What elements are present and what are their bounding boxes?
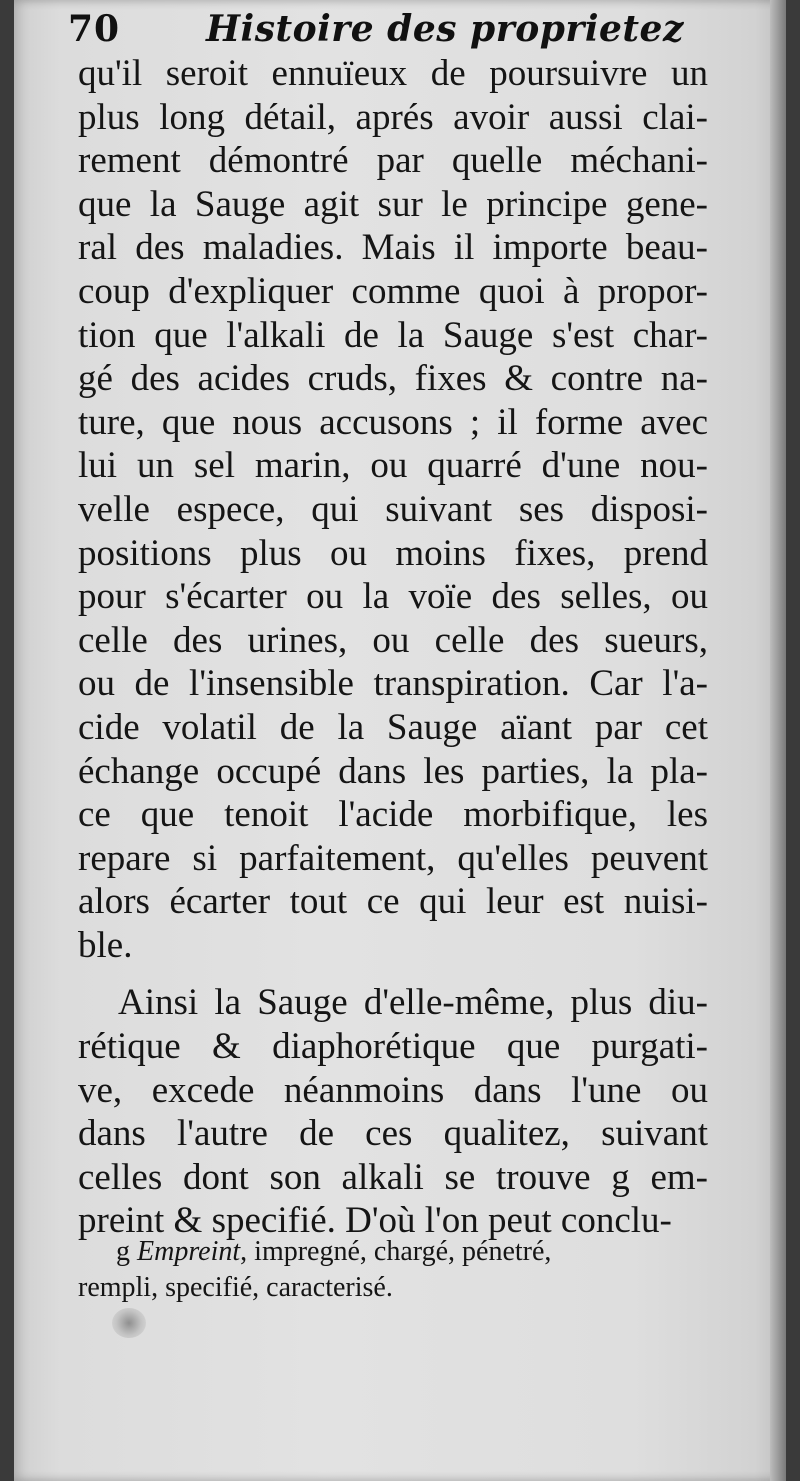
footnote-line-1 [78,1234,708,1270]
footnote [78,1234,708,1306]
text-line: lui un sel marin, ou quarré d'une nou- [78,445,708,487]
text-line: qu'il seroit ennuïeux de poursuivre un [78,53,708,94]
text-line: échange occupé dans les parties, la pla- [78,750,708,792]
footnote-term: Empreint [137,1236,241,1267]
text-line: rement démontré par quelle méchani- [78,140,708,182]
body-text [78,52,708,1243]
text-line: tion que l'alkali de la Sauge s'est char- [78,314,708,356]
text-line: ve, excede néanmoins dans l'une ou [78,1069,708,1111]
text-line: que la Sauge agit sur le principe gene- [78,183,708,225]
text-line: preint & specifié. D'où l'on peut conclu- [78,1200,672,1242]
text-line: ble. [78,924,133,966]
text-line: dans l'autre de ces qualitez, suivant [78,1113,708,1155]
text-line: coup d'expliquer comme quoi à propor- [78,270,708,312]
text-line: plus long détail, aprés avoir aussi clai- [78,96,708,138]
paragraph-gap [78,967,708,981]
paragraph-1 [78,52,708,967]
paragraph-2 [78,981,708,1243]
running-title: Histoire des proprietez [206,8,684,50]
text-line: ou de l'insensible transpiration. Car l'a- [78,663,708,705]
ink-smudge [112,1308,146,1338]
footnote-marker: g [116,1236,130,1267]
text-line: positions plus ou moins fixes, prend [78,532,708,574]
text-line: velle espece, qui suivant ses disposi- [78,488,708,530]
text-line: alors écarter tout ce qui leur est nuisi- [78,881,708,923]
text-line: Ainsi la Sauge d'elle-même, plus diu- [118,982,708,1024]
text-line: repare si parfaitement, qu'elles peuvent [78,837,708,879]
text-line: rétique & diaphorétique que purgati- [78,1026,708,1068]
page-header [68,8,728,58]
text-line: pour s'écarter ou la voïe des selles, ou [78,576,708,618]
text-line: ce que tenoit l'acide morbifique, les [78,794,708,836]
page-number: 70 [68,8,121,50]
text-line: gé des acides cruds, fixes & contre na- [78,358,708,400]
text-line: celle des urines, ou celle des sueurs, [78,619,708,661]
text-line: ture, que nous accusons ; il forme avec [78,401,708,443]
footnote-definition-part-1: , impregné, chargé, pénetré, [240,1236,552,1267]
page-gutter-shadow [770,0,786,1481]
text-line: ral des maladies. Mais il importe beau- [78,227,708,269]
footnote-line-2: rempli, specifié, caracterisé. [78,1272,393,1303]
text-line: cide volatil de la Sauge aïant par cet [78,706,708,748]
text-line: celles dont son alkali se trouve g em- [78,1156,708,1198]
